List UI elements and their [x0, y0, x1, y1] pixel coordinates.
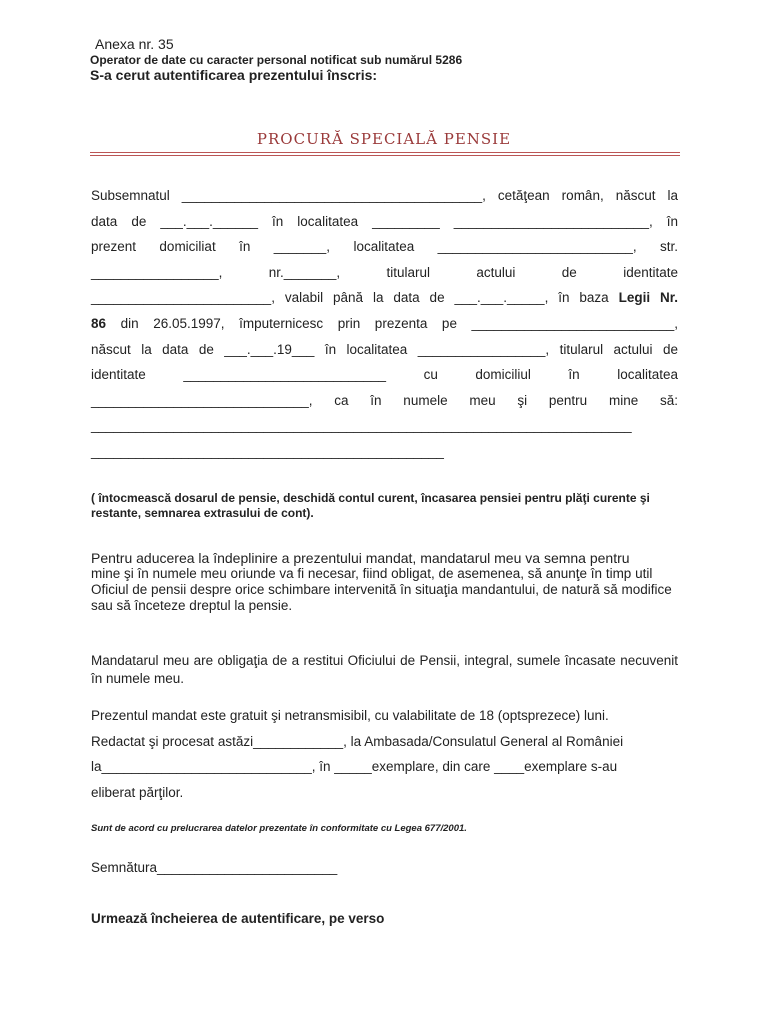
annex-number: Anexa nr. 35: [95, 36, 174, 52]
validity-line: Prezentul mandat este gratuit şi netransmisibil, cu valabilitate de 18 (optsprezece) luni.: [91, 708, 609, 723]
signature-line: Semnătura________________________: [91, 860, 338, 875]
body-line: [91, 285, 678, 311]
data-operator-note: Operator de date cu caracter personal notificat sub numărul 5286: [90, 53, 463, 67]
title-rule-bottom: [90, 155, 680, 156]
proxy-body: [91, 183, 678, 465]
body-line: _____________________________, ca în numele meu şi pentru mine să:: [91, 392, 678, 408]
mandate-paragraph-rest: mine şi în numele meu oriunde va fi necesar, fiind obligat, de asemenea, să anunţe în timp util Oficiul de pensii despre orice schimbare intervenită în situaţia mandantului, de natură să modifice sau să înceteze dreptul la pensie.: [91, 566, 672, 613]
drafted-line: Redactat şi procesat astăzi____________, la Ambasada/Consulatul General al României: [91, 733, 624, 749]
restitution-paragraph: Mandatarul meu are obligaţia de a restitui Oficiului de Pensii, integral, sumele încasate necuvenit în numele meu.: [91, 653, 678, 686]
document-title: PROCURĂ SPECIALĂ PENSIE: [256, 130, 512, 148]
body-text: din 26.05.1997, împuternicesc prin prezenta pe ___________________________,: [106, 315, 678, 331]
verso-note: Urmează încheierea de autentificare, pe verso: [91, 911, 385, 926]
body-line: ________________________________________________________________________: [91, 418, 632, 434]
mandate-scope-note: ( întocmească dosarul de pensie, deschidă contul curent, încasarea pensiei pentru plăţi curente şi restante, semnarea extrasului de cont).: [91, 491, 650, 520]
copies-line: la____________________________, în _____exemplare, din care ____exemplare s-au: [91, 759, 618, 774]
body-line: prezent domiciliat în _______, localitatea __________________________, str.: [91, 239, 678, 255]
data-consent: Sunt de acord cu prelucrarea datelor prezentate în conformitate cu Legea 677/2001.: [91, 823, 467, 834]
law-reference: Legii Nr.: [618, 290, 678, 306]
validity-paragraph: [91, 703, 678, 805]
body-line: _________________, nr._______, titularul actului de identitate: [91, 264, 678, 280]
body-line: data de ___.___.______ în localitatea _________ __________________________, în: [91, 213, 678, 229]
body-line: Subsemnatul ________________________________________, cetăţean român, născut la: [91, 188, 678, 203]
law-number: 86: [91, 315, 107, 331]
body-text: ________________________, valabil până la data de ___.___._____, în baza: [91, 290, 619, 306]
authentication-request: S-a cerut autentificarea prezentului înscris:: [90, 67, 378, 83]
body-line: identitate ___________________________ cu domiciliul în localitatea: [91, 367, 678, 383]
title-rule-top: [90, 152, 680, 153]
mandate-paragraph-first-line: Pentru aducerea la îndeplinire a prezentului mandat, mandatarul meu va semna pentru: [91, 550, 630, 566]
body-line: născut la data de ___.___.19___ în localitatea _________________, titularul actului de: [91, 341, 678, 357]
mandate-paragraph: [91, 550, 681, 614]
body-line: [91, 311, 678, 337]
body-line: _______________________________________________: [91, 443, 444, 459]
issued-line: eliberat părţilor.: [91, 784, 184, 800]
